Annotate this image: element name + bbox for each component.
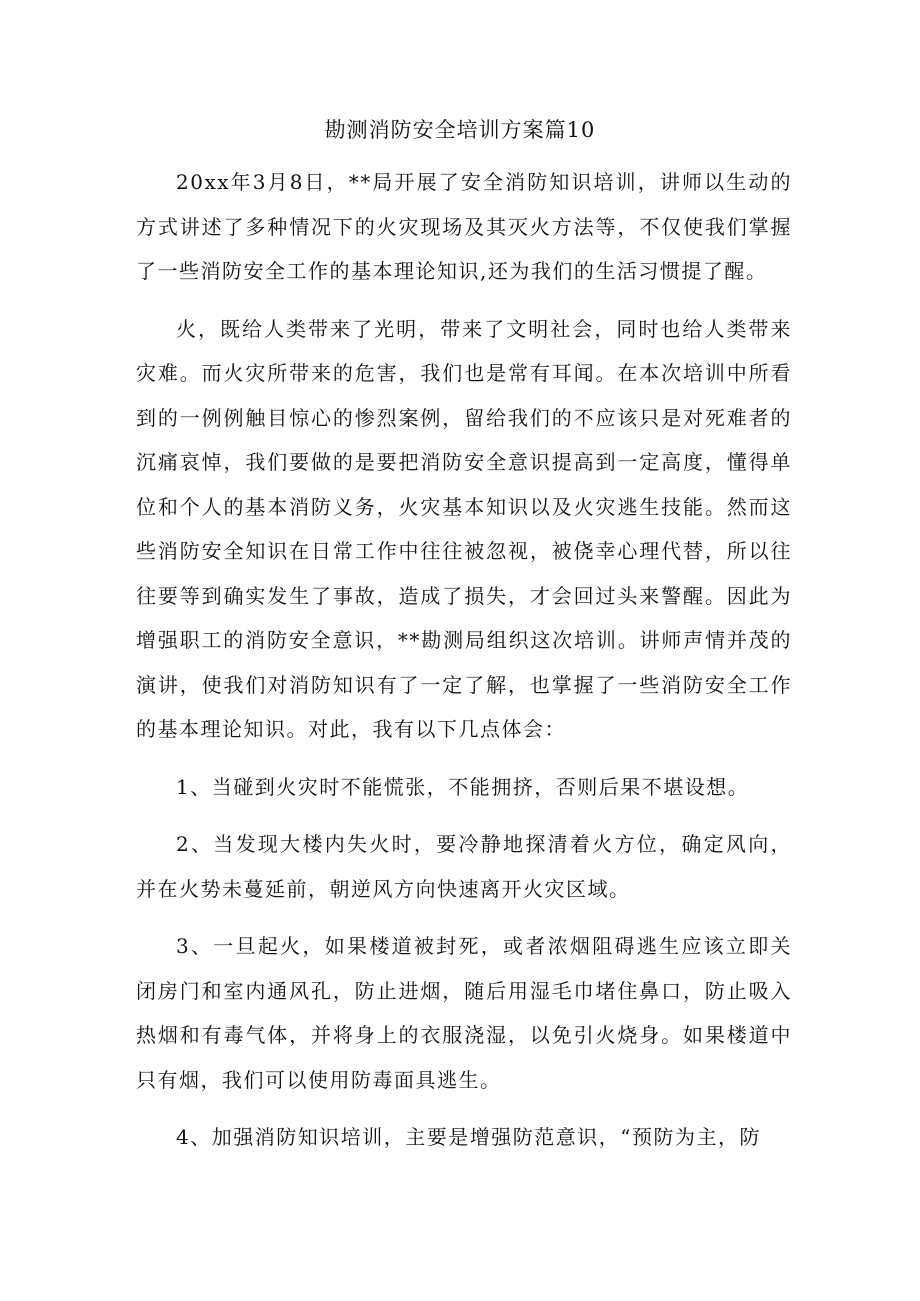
document-title: 勘测消防安全培训方案篇10 [324, 118, 596, 142]
paragraph-intro: 20xx年3月8日，**局开展了安全消防知识培训，讲师以生动的方式讲述了多种情况下的火灾现场及其灭火方法等，不仅使我们掌握了一些消防安全工作的基本理论知识,还为我们的生活习惯提了醒。 [136, 170, 792, 283]
paragraph-point-3: 3、一旦起火，如果楼道被封死，或者浓烟阻碍逃生应该立即关闭房门和室内通风孔，防止进烟，随后用湿毛巾堵住鼻口，防止吸入热烟和有毒气体，并将身上的衣服浇湿，以免引火烧身。如果楼道中只有烟，我们可以使用防毒面具逃生。 [136, 934, 792, 1092]
paragraph-point-2: 2、当发现大楼内失火时，要冷静地探清着火方位，确定风向，并在火势未蔓延前，朝逆风方向快速离开火灾区域。 [136, 832, 792, 901]
paragraph-point-1: 1、当碰到火灾时不能慌张，不能拥挤，否则后果不堪设想。 [176, 774, 750, 799]
paragraph-point-4: 4、加强消防知识培训，主要是增强防范意识，“预防为主，防 [176, 1125, 761, 1149]
document-body [136, 160, 792, 1173]
paragraph-fire-reflection: 火，既给人类带来了光明，带来了文明社会，同时也给人类带来灾难。而火灾所带来的危害，我们也是常有耳闻。在本次培训中所看到的一例例触目惊心的惨烈案例，留给我们的不应该只是对死难者的沉痛哀悼，我们要做的是要把消防安全意识提高到一定高度，懂得单位和个人的基本消防义务，火灾基本知识以及火灾逃生技能。然而这些消防安全知识在日常工作中往往被忽视，被侥幸心理代替，所以往往要等到确实发生了事故，造成了损失，才会回过头来警醒。因此为增强职工的消防安全意识，**勘测局组织这次培训。讲师声情并茂的演讲，使我们对消防知识有了一定了解，也掌握了一些消防安全工作的基本理论知识。对此，我有以下几点体会： [136, 316, 792, 741]
